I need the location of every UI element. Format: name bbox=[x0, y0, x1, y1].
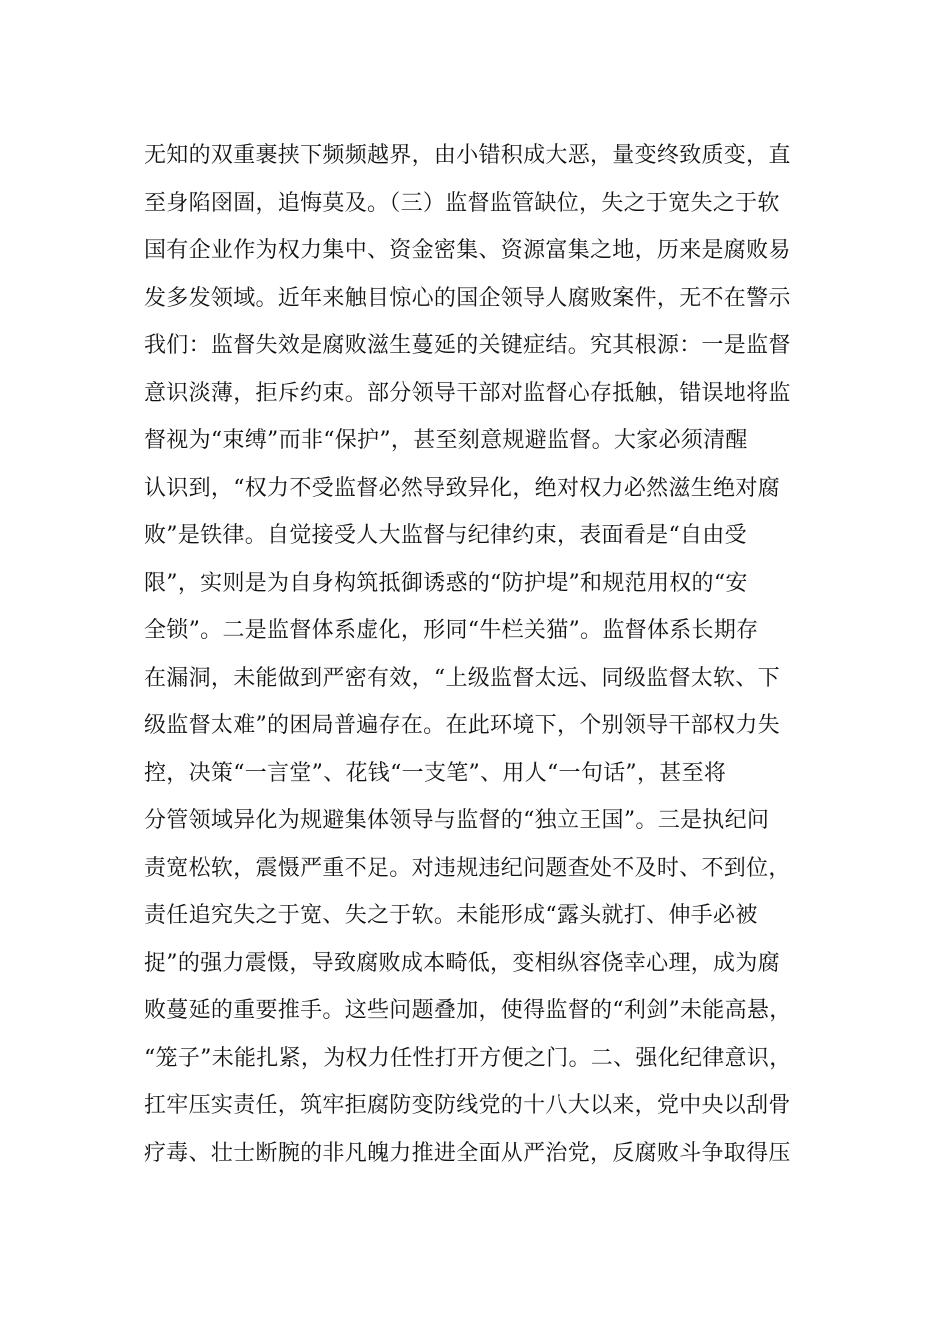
text-line: 国有企业作为权力集中、资金密集、资源富集之地，历来是腐败易 bbox=[144, 238, 791, 263]
text-line: 控，决策“一言堂”、花钱“一支笔”、用人“一句话”，甚至将 bbox=[144, 760, 727, 786]
text-line: 败”是铁律。自觉接受人大监督与纪律约束，表面看是“自由受 bbox=[144, 523, 747, 548]
text-line: 全锁”。二是监督体系虚化，形同“牛栏关猫”。监督体系长期存 bbox=[144, 618, 759, 643]
text-line: 我们：监督失效是腐败滋生蔓延的关键症结。究其根源：一是监督 bbox=[144, 333, 791, 358]
text-line: 意识淡薄，拒斥约束。部分领导干部对监督心存抵触，错误地将监 bbox=[144, 380, 791, 406]
text-line: 分管领域异化为规避集体领导与监督的“独立王国”。三是执纪问 bbox=[144, 808, 770, 833]
text-line: 捉”的强力震慑，导致腐败成本畸低，变相纵容侥幸心理，成为腐 bbox=[144, 950, 780, 976]
text-line: 扛牢压实责任，筑牢拒腐防变防线党的十八大以来，党中央以刮骨 bbox=[144, 1093, 791, 1118]
text-line: 败蔓延的重要推手。这些问题叠加，使得监督的“利剑”未能高悬， bbox=[144, 998, 792, 1023]
text-line: 责宽松软，震慑严重不足。对违规违纪问题查处不及时、不到位， bbox=[144, 855, 791, 881]
text-line: 认识到，“权力不受监督必然导致异化，绝对权力必然滋生绝对腐 bbox=[144, 475, 780, 501]
text-line: 级监督太难”的困局普遍存在。在此环境下，个别领导干部权力失 bbox=[144, 713, 780, 738]
text-line: 责任追究失之于宽、失之于软。未能形成“露头就打、伸手必被 bbox=[144, 903, 758, 928]
text-line: 无知的双重裹挟下频频越界，由小错积成大恶，量变终致质变，直 bbox=[144, 143, 791, 168]
text-line: 督视为“束缚”而非“保护”，甚至刻意规避监督。大家必须清醒 bbox=[144, 428, 748, 453]
text-line: 发多发领域。近年来触目惊心的国企领导人腐败案件，无不在警示 bbox=[144, 285, 791, 311]
text-line: 限”，实则是为自身构筑抵御诱惑的“防护堤”和规范用权的“安 bbox=[144, 570, 748, 596]
text-line: 疗毒、壮士断腕的非凡魄力推进全面从严治党，反腐败斗争取得压 bbox=[144, 1140, 791, 1166]
text-line: 至身陷囹圄，追悔莫及。（三）监督监管缺位，失之于宽失之于软 bbox=[144, 190, 780, 216]
body-text bbox=[144, 132, 834, 1177]
text-line: 在漏洞，未能做到严密有效，“上级监督太远、同级监督太软、下 bbox=[144, 665, 780, 691]
text-line: “笼子”未能扎紧，为权力任性打开方便之门。二、强化纪律意识， bbox=[144, 1045, 792, 1071]
